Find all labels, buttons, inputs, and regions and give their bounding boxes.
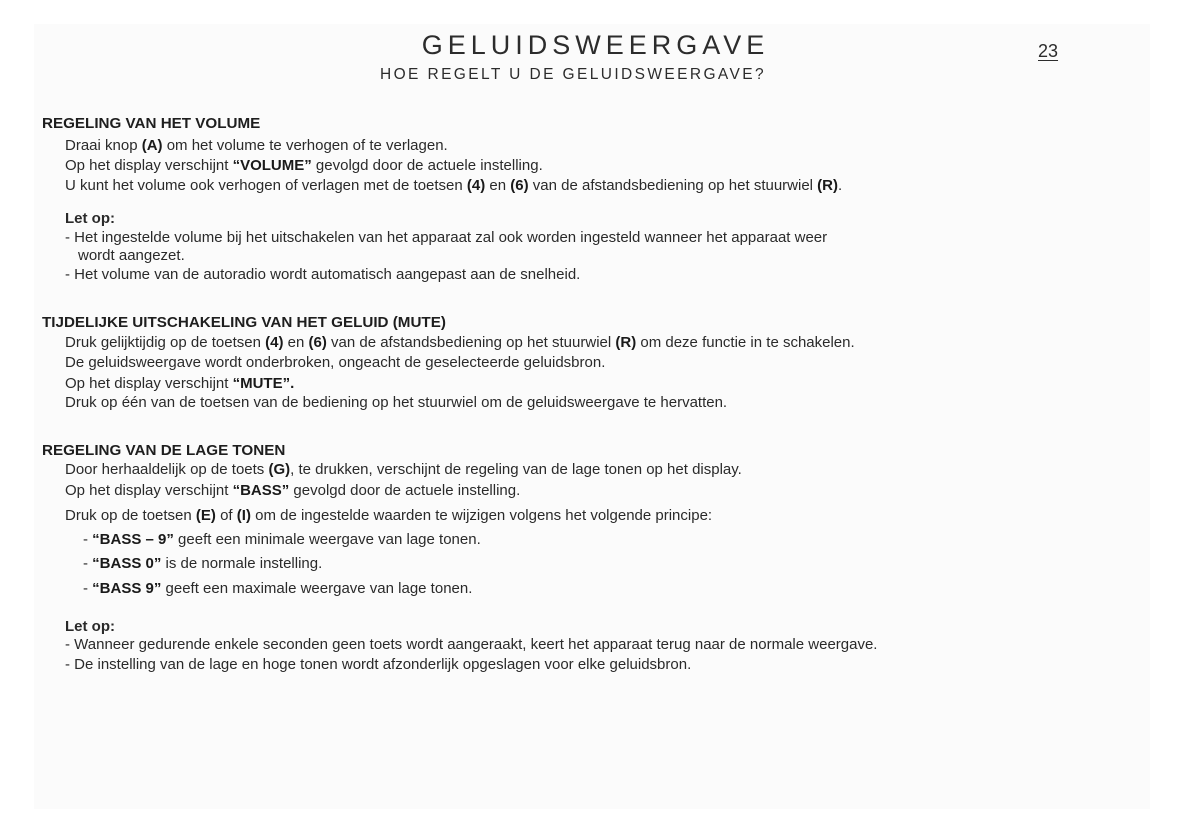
note-text: - Wanneer gedurende enkele seconden geen toets wordt aangeraakt, keert het apparaat terug naar de normale weergave. xyxy=(65,636,878,653)
note-text: wordt aangezet. xyxy=(78,247,185,264)
mute-text-line: Druk op één van de toetsen van de bediening op het stuurwiel om de geluidsweergave te hervatten. xyxy=(65,394,728,411)
section-heading-bass: REGELING VAN DE LAGE TONEN xyxy=(42,442,286,459)
volume-text-line: U kunt het volume ook verhogen of verlagen met de toetsen (4) en (6) van de afstandsbediening op het stuurwiel (R). xyxy=(65,177,843,194)
bass-text-line: Op het display verschijnt “BASS” gevolgd door de actuele instelling. xyxy=(65,482,521,499)
note-text: - Het volume van de autoradio wordt automatisch aangepast aan de snelheid. xyxy=(65,266,581,283)
note-text: - De instelling van de lage en hoge tonen wordt afzonderlijk opgeslagen voor elke geluidsbron. xyxy=(65,656,692,673)
section-heading-mute: TIJDELIJKE UITSCHAKELING VAN HET GELUID (MUTE) xyxy=(42,314,446,331)
page-number: 23 xyxy=(1038,41,1059,61)
note-label: Let op: xyxy=(65,210,115,227)
mute-text-line: De geluidsweergave wordt onderbroken, ongeacht de geselecteerde geluidsbron. xyxy=(65,354,606,371)
bass-text-line: Druk op de toetsen (E) of (I) om de ingestelde waarden te wijzigen volgens het volgende principe: xyxy=(65,507,713,524)
bass-text-line: Door herhaaldelijk op de toets (G), te drukken, verschijnt de regeling van de lage tonen op het display. xyxy=(65,461,742,478)
page-subtitle: HOE REGELT U DE GELUIDSWEERGAVE? xyxy=(379,66,766,83)
volume-text-line: Draai knop (A) om het volume te verhogen of te verlagen. xyxy=(65,137,448,154)
section-heading-volume: REGELING VAN HET VOLUME xyxy=(42,115,261,132)
note-label: Let op: xyxy=(65,618,115,635)
note-text: - Het ingestelde volume bij het uitschakelen van het apparaat zal ook worden ingesteld wanneer het apparaat weer xyxy=(65,229,828,246)
bass-list-item: - “BASS 0” is de normale instelling. xyxy=(83,555,323,572)
page-title: GELUIDSWEERGAVE xyxy=(421,30,770,60)
volume-text-line: Op het display verschijnt “VOLUME” gevolgd door de actuele instelling. xyxy=(65,157,543,174)
mute-text-line: Op het display verschijnt “MUTE”. xyxy=(65,375,295,392)
bass-list-item: - “BASS – 9” geeft een minimale weergave van lage tonen. xyxy=(83,531,481,548)
bass-list-item: - “BASS 9” geeft een maximale weergave van lage tonen. xyxy=(83,580,473,597)
mute-text-line: Druk gelijktijdig op de toetsen (4) en (6) van de afstandsbediening op het stuurwiel (R) om deze functie in te schakelen. xyxy=(65,334,855,351)
